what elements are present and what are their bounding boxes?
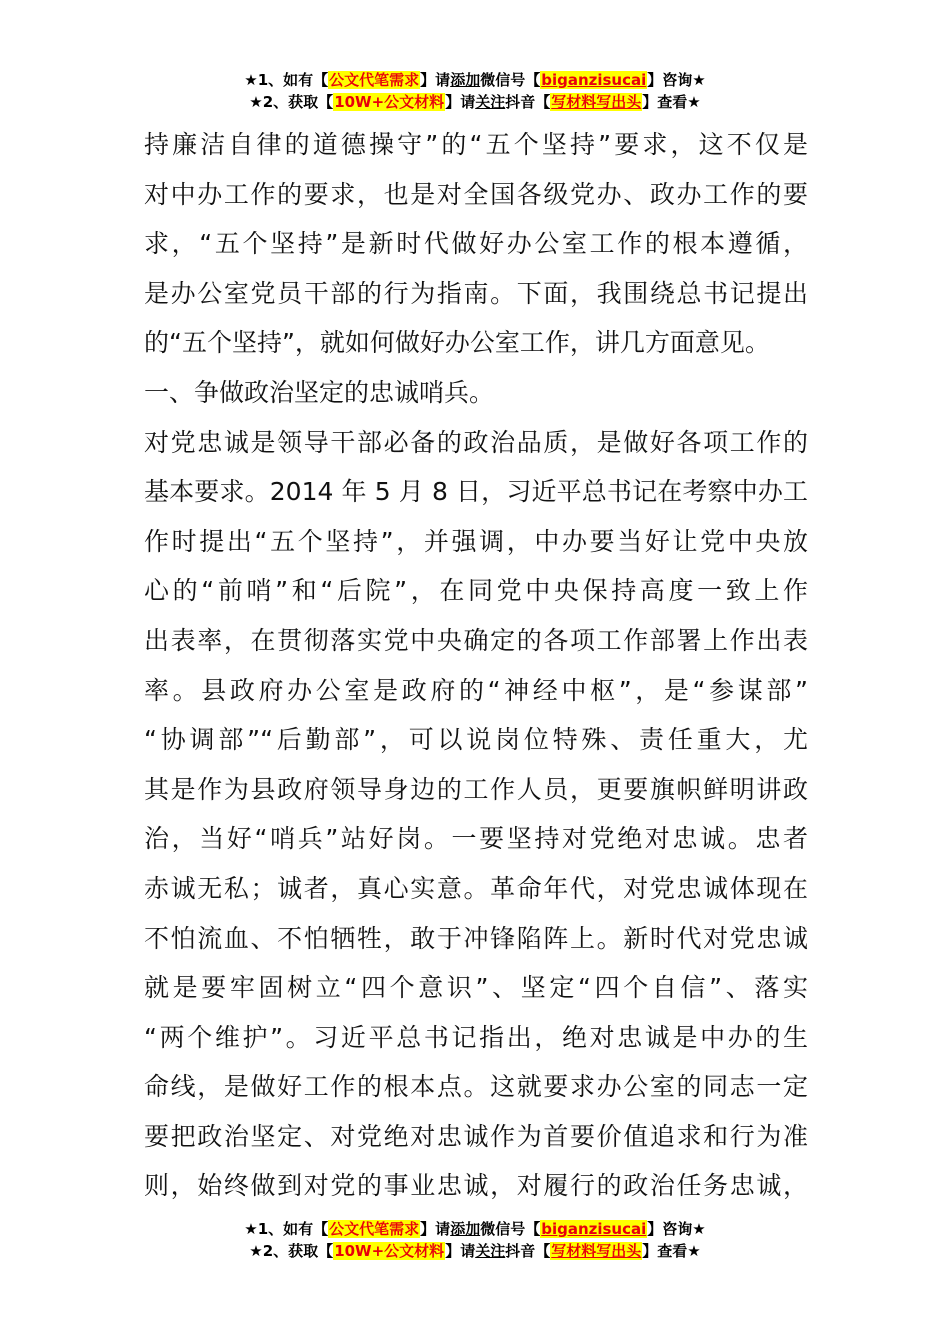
- banner-line-2-suffix: 】查看★: [642, 93, 701, 111]
- body-line: 就是要牢固树立“四个意识”、坚定“四个自信”、落实: [144, 973, 808, 1003]
- body-line: 不怕流血、不怕牺牲，敢于冲锋陷阵上。新时代对党忠诚: [144, 923, 808, 953]
- footer-line-2-highlight-materials: 10W+公文材料: [334, 1242, 445, 1260]
- footer-banner-line-1: [0, 1218, 950, 1240]
- banner-line-2-highlight-materials: 10W+公文材料: [334, 93, 445, 111]
- banner-line-1: [0, 69, 950, 91]
- banner-line-1-prefix: ★1、如有【: [244, 71, 329, 89]
- banner-line-1-highlight-service: 公文代笔需求: [329, 71, 420, 89]
- body-line: “协调部”“后勤部”，可以说岗位特殊、责任重大，尤: [144, 725, 808, 755]
- banner-line-1-middle: 】请: [420, 71, 451, 89]
- body-line: 对党忠诚是领导干部必备的政治品质，是做好各项工作的: [144, 427, 808, 457]
- banner-line-2-middle-2: 抖音【: [505, 93, 551, 111]
- body-line: 是办公室党员干部的行为指南。下面，我围绕总书记提出: [144, 278, 808, 308]
- body-line: 对中办工作的要求，也是对全国各级党办、政办工作的要: [144, 179, 808, 209]
- header-banner: [0, 69, 950, 113]
- body-line: 出表率，在贯彻落实党中央确定的各项工作部署上作出表: [144, 625, 808, 655]
- banner-line-2-middle: 】请: [445, 93, 476, 111]
- body-line: 率。县政府办公室是政府的“神经中枢”，是“参谋部”: [144, 675, 808, 705]
- footer-line-1-middle: 】请: [420, 1220, 451, 1238]
- body-line: 作时提出“五个坚持”，并强调，中办要当好让党中央放: [144, 526, 808, 556]
- body-line: 求，“五个坚持”是新时代做好办公室工作的根本遵循，: [144, 229, 808, 259]
- banner-line-1-suffix: 】咨询★: [647, 71, 706, 89]
- footer-douyin-account[interactable]: 写材料写出头: [551, 1242, 642, 1260]
- footer-wechat-id[interactable]: biganzisucai: [541, 1220, 647, 1238]
- banner-line-1-emphasis: 添加: [450, 71, 481, 89]
- body-line: “两个维护”。习近平总书记指出，绝对忠诚是中办的生: [144, 1022, 808, 1052]
- banner-line-2-prefix: ★2、获取【: [249, 93, 334, 111]
- footer-banner: [0, 1218, 950, 1262]
- footer-line-2-middle-2: 抖音【: [505, 1242, 551, 1260]
- body-line: 的“五个坚持”，就如何做好办公室工作，讲几方面意见。: [144, 328, 770, 358]
- section-heading: 一、争做政治坚定的忠诚哨兵。: [144, 377, 495, 407]
- body-line: 心的“前哨”和“后院”，在同党中央保持高度一致上作: [144, 576, 808, 606]
- footer-line-1-suffix: 】咨询★: [647, 1220, 706, 1238]
- body-line: 其是作为县政府领导身边的工作人员，更要旗帜鲜明讲政: [144, 774, 808, 804]
- banner-line-2-emphasis: 关注: [475, 93, 506, 111]
- footer-line-1-emphasis: 添加: [450, 1220, 481, 1238]
- body-line: 治，当好“哨兵”站好岗。一要坚持对党绝对忠诚。忠者: [144, 824, 808, 854]
- footer-line-1-prefix: ★1、如有【: [244, 1220, 329, 1238]
- banner-line-1-middle-2: 微信号【: [480, 71, 541, 89]
- body-line: 基本要求。2014 年 5 月 8 日，习近平总书记在考察中办工: [144, 477, 808, 507]
- footer-line-2-prefix: ★2、获取【: [249, 1242, 334, 1260]
- banner-wechat-id[interactable]: biganzisucai: [541, 71, 647, 89]
- banner-douyin-account[interactable]: 写材料写出头: [551, 93, 642, 111]
- body-line: 要把政治坚定、对党绝对忠诚作为首要价值追求和行为准: [144, 1121, 808, 1151]
- body-line: 持廉洁自律的道德操守”的“五个坚持”要求，这不仅是: [144, 130, 808, 159]
- body-line: 命线，是做好工作的根本点。这就要求办公室的同志一定: [144, 1072, 808, 1102]
- body-line: 则，始终做到对党的事业忠诚，对履行的政治任务忠诚，: [144, 1171, 808, 1201]
- body-line: 赤诚无私；诚者，真心实意。革命年代，对党忠诚体现在: [144, 873, 808, 903]
- footer-line-1-highlight-service: 公文代笔需求: [329, 1220, 420, 1238]
- footer-line-2-suffix: 】查看★: [642, 1242, 701, 1260]
- footer-line-2-middle: 】请: [445, 1242, 476, 1260]
- banner-line-2: [0, 91, 950, 113]
- footer-banner-line-2: [0, 1240, 950, 1262]
- footer-line-1-middle-2: 微信号【: [480, 1220, 541, 1238]
- footer-line-2-emphasis: 关注: [475, 1242, 506, 1260]
- document-body: [144, 120, 808, 1211]
